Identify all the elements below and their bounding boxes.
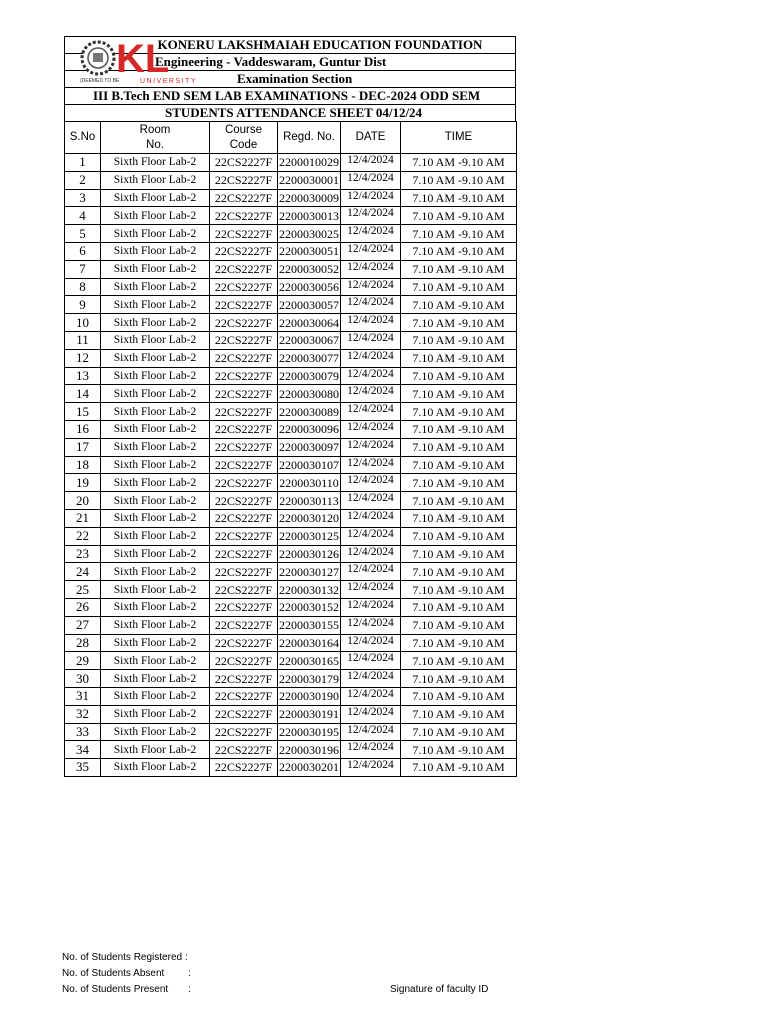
cell-course-code: 22CS2227F [210, 331, 278, 349]
column-header-course: Course Code [210, 122, 278, 154]
cell-time: 7.10 AM -9.10 AM [401, 278, 517, 296]
cell-sno: 15 [65, 403, 101, 421]
cell-sno: 31 [65, 687, 101, 705]
cell-time: 7.10 AM -9.10 AM [401, 616, 517, 634]
table-row [65, 509, 517, 527]
cell-time: 7.10 AM -9.10 AM [401, 331, 517, 349]
cell-course-code: 22CS2227F [210, 474, 278, 492]
table-row [65, 189, 517, 207]
cell-date: 12/4/2024 [341, 242, 401, 260]
table-row [65, 634, 517, 652]
cell-course-code: 22CS2227F [210, 509, 278, 527]
cell-time: 7.10 AM -9.10 AM [401, 723, 517, 741]
cell-sno: 4 [65, 207, 101, 225]
cell-room: Sixth Floor Lab-2 [101, 563, 210, 581]
cell-date: 12/4/2024 [341, 456, 401, 474]
cell-date: 12/4/2024 [341, 154, 401, 172]
cell-sno: 25 [65, 581, 101, 599]
cell-date: 12/4/2024 [341, 616, 401, 634]
cell-time: 7.10 AM -9.10 AM [401, 385, 517, 403]
table-row [65, 705, 517, 723]
footer-absent: No. of Students Absent : [62, 968, 191, 979]
cell-sno: 9 [65, 296, 101, 314]
cell-course-code: 22CS2227F [210, 456, 278, 474]
cell-time: 7.10 AM -9.10 AM [401, 581, 517, 599]
table-row [65, 349, 517, 367]
cell-sno: 11 [65, 331, 101, 349]
cell-sno: 1 [65, 154, 101, 172]
table-row [65, 438, 517, 456]
table-row [65, 154, 517, 172]
cell-sno: 27 [65, 616, 101, 634]
header-location: Engineering - Vaddeswaram, Guntur Dist [64, 53, 516, 70]
cell-room: Sixth Floor Lab-2 [101, 581, 210, 599]
cell-course-code: 22CS2227F [210, 438, 278, 456]
cell-course-code: 22CS2227F [210, 367, 278, 385]
cell-room: Sixth Floor Lab-2 [101, 545, 210, 563]
cell-date: 12/4/2024 [341, 598, 401, 616]
cell-date: 12/4/2024 [341, 723, 401, 741]
cell-date: 12/4/2024 [341, 385, 401, 403]
cell-regd-no: 2200030067 [279, 333, 339, 348]
cell-date: 12/4/2024 [341, 331, 401, 349]
cell-regd-no: 2200030127 [279, 564, 339, 579]
table-row [65, 723, 517, 741]
cell-course-code: 22CS2227F [210, 492, 278, 510]
footer-present: No. of Students Present : [62, 984, 191, 995]
cell-time: 7.10 AM -9.10 AM [401, 403, 517, 421]
column-header-sno: S.No [65, 122, 101, 154]
cell-room: Sixth Floor Lab-2 [101, 367, 210, 385]
cell-sno: 10 [65, 314, 101, 332]
header-section: Examination Section [64, 70, 516, 87]
cell-time: 7.10 AM -9.10 AM [401, 171, 517, 189]
cell-regd-no: 2200030013 [279, 208, 339, 223]
cell-course-code: 22CS2227F [210, 670, 278, 688]
cell-sno: 14 [65, 385, 101, 403]
cell-regd-no: 2200030164 [279, 635, 339, 650]
cell-room: Sixth Floor Lab-2 [101, 527, 210, 545]
cell-sno: 22 [65, 527, 101, 545]
cell-date: 12/4/2024 [341, 509, 401, 527]
table-row [65, 492, 517, 510]
cell-date: 12/4/2024 [341, 527, 401, 545]
cell-course-code: 22CS2227F [210, 349, 278, 367]
header-exam-title: III B.Tech END SEM LAB EXAMINATIONS - DEC-2024 ODD SEM [64, 87, 516, 104]
cell-regd-no: 2200030195 [279, 724, 339, 739]
cell-course-code: 22CS2227F [210, 171, 278, 189]
cell-sno: 5 [65, 225, 101, 243]
cell-regd-no: 2200030165 [279, 653, 339, 668]
cell-course-code: 22CS2227F [210, 652, 278, 670]
table-row [65, 563, 517, 581]
cell-date: 12/4/2024 [341, 189, 401, 207]
table-row [65, 527, 517, 545]
cell-regd-no: 2200030179 [279, 671, 339, 686]
cell-time: 7.10 AM -9.10 AM [401, 563, 517, 581]
cell-course-code: 22CS2227F [210, 420, 278, 438]
cell-date: 12/4/2024 [341, 759, 401, 777]
cell-room: Sixth Floor Lab-2 [101, 670, 210, 688]
cell-date: 12/4/2024 [341, 260, 401, 278]
cell-regd-no: 2200030057 [279, 297, 339, 312]
attendance-sheet [64, 36, 516, 777]
table-row [65, 759, 517, 777]
column-header-regd: Regd. No. [278, 122, 341, 154]
cell-regd-no: 2200030089 [279, 404, 339, 419]
cell-room: Sixth Floor Lab-2 [101, 492, 210, 510]
cell-course-code: 22CS2227F [210, 154, 278, 172]
cell-room: Sixth Floor Lab-2 [101, 759, 210, 777]
cell-course-code: 22CS2227F [210, 314, 278, 332]
cell-room: Sixth Floor Lab-2 [101, 189, 210, 207]
cell-time: 7.10 AM -9.10 AM [401, 598, 517, 616]
cell-regd-no: 2200030052 [279, 262, 339, 277]
cell-date: 12/4/2024 [341, 278, 401, 296]
cell-regd-no: 2200030155 [279, 618, 339, 633]
cell-sno: 30 [65, 670, 101, 688]
column-header-date: DATE [341, 122, 401, 154]
cell-date: 12/4/2024 [341, 225, 401, 243]
cell-sno: 7 [65, 260, 101, 278]
cell-room: Sixth Floor Lab-2 [101, 278, 210, 296]
cell-regd-no: 2200030126 [279, 546, 339, 561]
cell-sno: 24 [65, 563, 101, 581]
cell-time: 7.10 AM -9.10 AM [401, 296, 517, 314]
cell-time: 7.10 AM -9.10 AM [401, 456, 517, 474]
cell-course-code: 22CS2227F [210, 634, 278, 652]
cell-course-code: 22CS2227F [210, 687, 278, 705]
table-row [65, 403, 517, 421]
cell-sno: 21 [65, 509, 101, 527]
table-row [65, 545, 517, 563]
cell-course-code: 22CS2227F [210, 563, 278, 581]
cell-room: Sixth Floor Lab-2 [101, 652, 210, 670]
cell-regd-no: 2200030125 [279, 529, 339, 544]
cell-room: Sixth Floor Lab-2 [101, 616, 210, 634]
table-row [65, 260, 517, 278]
cell-course-code: 22CS2227F [210, 741, 278, 759]
table-row [65, 331, 517, 349]
cell-date: 12/4/2024 [341, 741, 401, 759]
cell-time: 7.10 AM -9.10 AM [401, 260, 517, 278]
cell-date: 12/4/2024 [341, 687, 401, 705]
cell-sno: 32 [65, 705, 101, 723]
cell-sno: 35 [65, 759, 101, 777]
cell-sno: 20 [65, 492, 101, 510]
cell-room: Sixth Floor Lab-2 [101, 242, 210, 260]
cell-date: 12/4/2024 [341, 545, 401, 563]
cell-regd-no: 2200030132 [279, 582, 339, 597]
cell-course-code: 22CS2227F [210, 207, 278, 225]
table-row [65, 616, 517, 634]
table-row [65, 687, 517, 705]
cell-time: 7.10 AM -9.10 AM [401, 438, 517, 456]
cell-room: Sixth Floor Lab-2 [101, 509, 210, 527]
cell-regd-no: 2200030079 [279, 368, 339, 383]
cell-course-code: 22CS2227F [210, 189, 278, 207]
cell-regd-no: 2200030120 [279, 511, 339, 526]
cell-course-code: 22CS2227F [210, 296, 278, 314]
cell-date: 12/4/2024 [341, 420, 401, 438]
cell-date: 12/4/2024 [341, 349, 401, 367]
attendance-table [64, 121, 517, 777]
cell-room: Sixth Floor Lab-2 [101, 225, 210, 243]
cell-regd-no: 2200030051 [279, 244, 339, 259]
cell-sno: 18 [65, 456, 101, 474]
cell-date: 12/4/2024 [341, 314, 401, 332]
cell-room: Sixth Floor Lab-2 [101, 331, 210, 349]
table-row [65, 367, 517, 385]
table-row [65, 314, 517, 332]
cell-course-code: 22CS2227F [210, 260, 278, 278]
cell-date: 12/4/2024 [341, 634, 401, 652]
table-row [65, 171, 517, 189]
table-header-row [65, 122, 517, 154]
cell-sno: 2 [65, 171, 101, 189]
table-row [65, 581, 517, 599]
cell-regd-no: 2200030064 [279, 315, 339, 330]
cell-time: 7.10 AM -9.10 AM [401, 509, 517, 527]
cell-time: 7.10 AM -9.10 AM [401, 349, 517, 367]
cell-date: 12/4/2024 [341, 492, 401, 510]
cell-course-code: 22CS2227F [210, 598, 278, 616]
table-row [65, 670, 517, 688]
cell-regd-no: 2200030196 [279, 742, 339, 757]
cell-regd-no: 2200030190 [279, 689, 339, 704]
header-foundation: KONERU LAKSHMAIAH EDUCATION FOUNDATION [64, 36, 516, 53]
cell-room: Sixth Floor Lab-2 [101, 314, 210, 332]
cell-date: 12/4/2024 [341, 438, 401, 456]
cell-room: Sixth Floor Lab-2 [101, 260, 210, 278]
cell-time: 7.10 AM -9.10 AM [401, 207, 517, 225]
table-row [65, 598, 517, 616]
cell-sno: 34 [65, 741, 101, 759]
cell-time: 7.10 AM -9.10 AM [401, 652, 517, 670]
cell-regd-no: 2200030080 [279, 386, 339, 401]
cell-time: 7.10 AM -9.10 AM [401, 314, 517, 332]
cell-room: Sixth Floor Lab-2 [101, 403, 210, 421]
cell-room: Sixth Floor Lab-2 [101, 456, 210, 474]
cell-time: 7.10 AM -9.10 AM [401, 670, 517, 688]
table-row [65, 741, 517, 759]
cell-room: Sixth Floor Lab-2 [101, 723, 210, 741]
cell-room: Sixth Floor Lab-2 [101, 420, 210, 438]
cell-room: Sixth Floor Lab-2 [101, 705, 210, 723]
table-row [65, 242, 517, 260]
cell-regd-no: 2200030152 [279, 600, 339, 615]
cell-regd-no: 2200030025 [279, 226, 339, 241]
cell-course-code: 22CS2227F [210, 723, 278, 741]
cell-course-code: 22CS2227F [210, 403, 278, 421]
faculty-signature-label: Signature of faculty ID [390, 984, 489, 995]
cell-room: Sixth Floor Lab-2 [101, 741, 210, 759]
cell-regd-no: 2200010029 [279, 155, 339, 170]
table-row [65, 420, 517, 438]
cell-course-code: 22CS2227F [210, 278, 278, 296]
cell-regd-no: 2200030107 [279, 457, 339, 472]
cell-course-code: 22CS2227F [210, 616, 278, 634]
table-row [65, 652, 517, 670]
cell-time: 7.10 AM -9.10 AM [401, 242, 517, 260]
cell-regd-no: 2200030097 [279, 440, 339, 455]
cell-time: 7.10 AM -9.10 AM [401, 225, 517, 243]
svg-text:UNIVERSITY: UNIVERSITY [140, 78, 198, 84]
cell-date: 12/4/2024 [341, 581, 401, 599]
cell-room: Sixth Floor Lab-2 [101, 598, 210, 616]
cell-time: 7.10 AM -9.10 AM [401, 474, 517, 492]
cell-date: 12/4/2024 [341, 367, 401, 385]
column-header-time: TIME [401, 122, 517, 154]
cell-sno: 23 [65, 545, 101, 563]
cell-regd-no: 2200030191 [279, 707, 339, 722]
cell-sno: 26 [65, 598, 101, 616]
svg-text:(DEEMED TO BE: (DEEMED TO BE [80, 78, 120, 84]
cell-sno: 12 [65, 349, 101, 367]
cell-room: Sixth Floor Lab-2 [101, 207, 210, 225]
table-row [65, 225, 517, 243]
cell-sno: 19 [65, 474, 101, 492]
cell-regd-no: 2200030001 [279, 173, 339, 188]
cell-time: 7.10 AM -9.10 AM [401, 154, 517, 172]
cell-date: 12/4/2024 [341, 652, 401, 670]
cell-date: 12/4/2024 [341, 207, 401, 225]
cell-course-code: 22CS2227F [210, 225, 278, 243]
cell-time: 7.10 AM -9.10 AM [401, 527, 517, 545]
cell-time: 7.10 AM -9.10 AM [401, 759, 517, 777]
cell-date: 12/4/2024 [341, 705, 401, 723]
cell-date: 12/4/2024 [341, 670, 401, 688]
column-header-room: Room No. [101, 122, 210, 154]
cell-time: 7.10 AM -9.10 AM [401, 367, 517, 385]
cell-regd-no: 2200030113 [279, 493, 339, 508]
cell-time: 7.10 AM -9.10 AM [401, 687, 517, 705]
table-row [65, 456, 517, 474]
cell-sno: 16 [65, 420, 101, 438]
cell-room: Sixth Floor Lab-2 [101, 687, 210, 705]
kl-university-logo [78, 38, 208, 84]
cell-time: 7.10 AM -9.10 AM [401, 705, 517, 723]
cell-sno: 29 [65, 652, 101, 670]
cell-room: Sixth Floor Lab-2 [101, 438, 210, 456]
cell-regd-no: 2200030077 [279, 351, 339, 366]
table-row [65, 207, 517, 225]
cell-room: Sixth Floor Lab-2 [101, 385, 210, 403]
cell-time: 7.10 AM -9.10 AM [401, 545, 517, 563]
cell-sno: 13 [65, 367, 101, 385]
cell-time: 7.10 AM -9.10 AM [401, 634, 517, 652]
cell-room: Sixth Floor Lab-2 [101, 154, 210, 172]
cell-date: 12/4/2024 [341, 563, 401, 581]
cell-course-code: 22CS2227F [210, 385, 278, 403]
cell-sno: 28 [65, 634, 101, 652]
cell-regd-no: 2200030056 [279, 279, 339, 294]
table-row [65, 296, 517, 314]
cell-room: Sixth Floor Lab-2 [101, 634, 210, 652]
cell-sno: 3 [65, 189, 101, 207]
svg-text:KL: KL [116, 38, 170, 81]
header-sheet-title: STUDENTS ATTENDANCE SHEET 04/12/24 [64, 104, 516, 121]
cell-date: 12/4/2024 [341, 403, 401, 421]
cell-course-code: 22CS2227F [210, 242, 278, 260]
table-row [65, 385, 517, 403]
cell-sno: 17 [65, 438, 101, 456]
cell-time: 7.10 AM -9.10 AM [401, 189, 517, 207]
cell-regd-no: 2200030201 [279, 760, 339, 775]
footer-registered: No. of Students Registered : [62, 952, 188, 963]
cell-sno: 33 [65, 723, 101, 741]
cell-date: 12/4/2024 [341, 171, 401, 189]
cell-time: 7.10 AM -9.10 AM [401, 741, 517, 759]
cell-course-code: 22CS2227F [210, 545, 278, 563]
cell-course-code: 22CS2227F [210, 527, 278, 545]
cell-room: Sixth Floor Lab-2 [101, 171, 210, 189]
cell-sno: 8 [65, 278, 101, 296]
table-row [65, 474, 517, 492]
cell-course-code: 22CS2227F [210, 581, 278, 599]
table-body [65, 154, 517, 777]
cell-regd-no: 2200030096 [279, 422, 339, 437]
cell-regd-no: 2200030009 [279, 190, 339, 205]
cell-room: Sixth Floor Lab-2 [101, 296, 210, 314]
cell-time: 7.10 AM -9.10 AM [401, 420, 517, 438]
cell-course-code: 22CS2227F [210, 705, 278, 723]
cell-room: Sixth Floor Lab-2 [101, 474, 210, 492]
cell-regd-no: 2200030110 [279, 475, 339, 490]
cell-date: 12/4/2024 [341, 296, 401, 314]
cell-course-code: 22CS2227F [210, 759, 278, 777]
cell-room: Sixth Floor Lab-2 [101, 349, 210, 367]
table-row [65, 278, 517, 296]
cell-time: 7.10 AM -9.10 AM [401, 492, 517, 510]
cell-date: 12/4/2024 [341, 474, 401, 492]
cell-sno: 6 [65, 242, 101, 260]
